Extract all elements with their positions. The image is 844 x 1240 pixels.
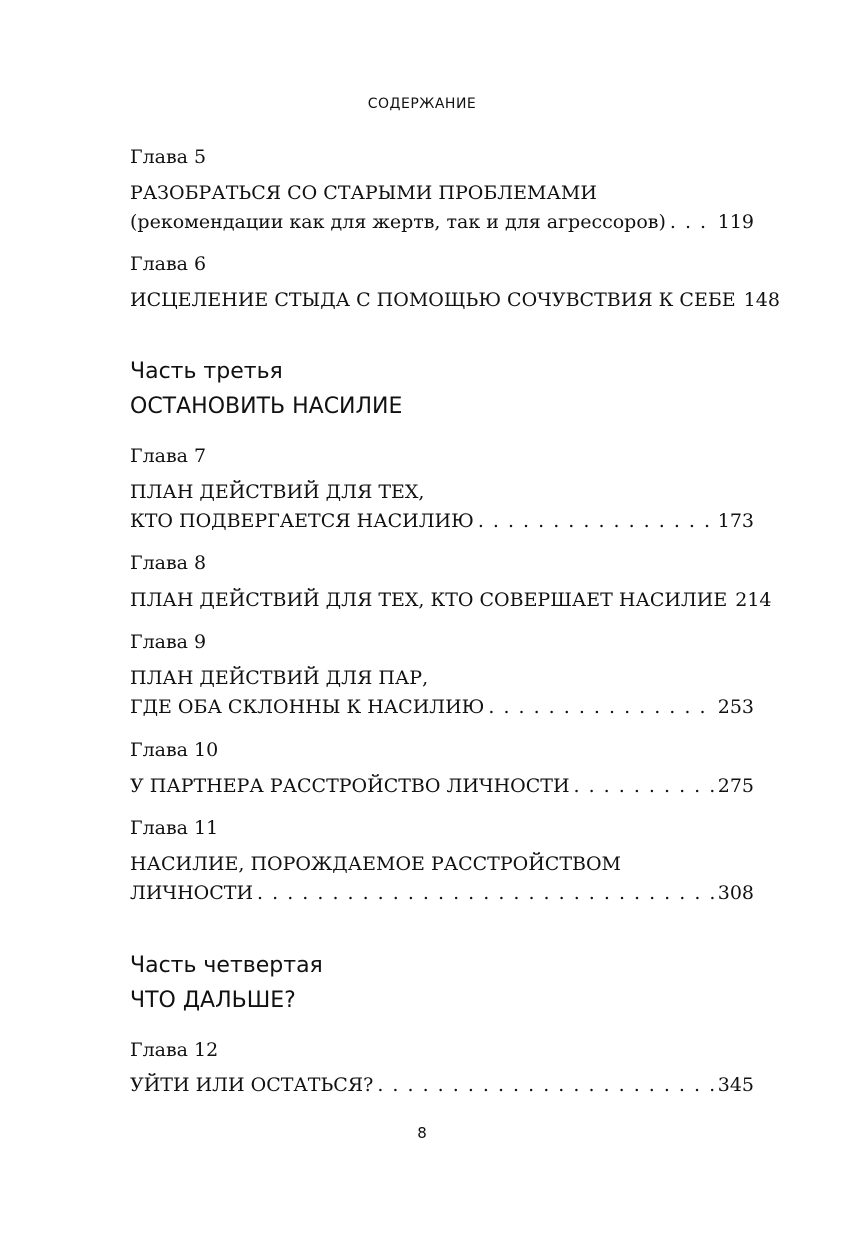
chapter-12-label: Глава 12 — [130, 1039, 219, 1061]
chapter-8-toc-entry[interactable] — [130, 588, 772, 612]
chapter-6-title: ИСЦЕЛЕНИЕ СТЫДА С ПОМОЩЬЮ СОЧУВСТВИЯ К СЕБЕ — [130, 289, 736, 311]
chapter-5-label: Глава 5 — [130, 146, 207, 168]
chapter-7-page: 173 — [717, 510, 754, 532]
dot-leader — [257, 881, 714, 905]
chapter-5-toc-entry[interactable] — [130, 210, 754, 234]
chapter-8-title: ПЛАН ДЕЙСТВИЙ ДЛЯ ТЕХ, КТО СОВЕРШАЕТ НАСИЛИЕ — [130, 589, 728, 611]
chapter-7-label: Глава 7 — [130, 445, 207, 467]
chapter-7-title-line2: КТО ПОДВЕРГАЕТСЯ НАСИЛИЮ — [130, 510, 474, 532]
chapter-9-label: Глава 9 — [130, 631, 207, 653]
dot-leader — [478, 509, 714, 533]
part-3-label: Часть третья — [130, 359, 283, 384]
chapter-10-title: У ПАРТНЕРА РАССТРОЙСТВО ЛИЧНОСТИ — [130, 775, 570, 797]
chapter-7-title-line1: ПЛАН ДЕЙСТВИЙ ДЛЯ ТЕХ, — [130, 481, 425, 503]
chapter-7-toc-entry[interactable] — [130, 509, 754, 533]
part-4-label: Часть четвертая — [130, 953, 323, 978]
page-number: 8 — [417, 1124, 427, 1142]
chapter-9-page: 253 — [717, 696, 754, 718]
chapter-11-title-line1: НАСИЛИЕ, ПОРОЖДАЕМОЕ РАССТРОЙСТВОМ — [130, 853, 621, 875]
chapter-8-page: 214 — [735, 589, 772, 611]
chapter-12-page: 345 — [717, 1074, 754, 1096]
dot-leader — [574, 774, 714, 798]
dot-leader — [670, 210, 714, 234]
chapter-11-label: Глава 11 — [130, 817, 219, 839]
chapter-5-page: 119 — [717, 211, 754, 233]
chapter-6-page: 148 — [743, 289, 780, 311]
chapter-9-toc-entry[interactable] — [130, 695, 754, 719]
part-4-title: ЧТО ДАЛЬШЕ? — [130, 988, 296, 1013]
chapter-6-label: Глава 6 — [130, 253, 207, 275]
chapter-10-toc-entry[interactable] — [130, 774, 754, 798]
chapter-5-title-line1: РАЗОБРАТЬСЯ СО СТАРЫМИ ПРОБЛЕМАМИ — [130, 182, 597, 204]
chapter-10-label: Глава 10 — [130, 739, 219, 761]
chapter-5-title-line2: (рекомендации как для жертв, так и для агрессоров) — [130, 211, 666, 233]
chapter-12-toc-entry[interactable] — [130, 1073, 754, 1097]
chapter-12-title: УЙТИ ИЛИ ОСТАТЬСЯ? — [130, 1074, 374, 1096]
dot-leader — [377, 1073, 713, 1097]
chapter-6-toc-entry[interactable] — [130, 288, 780, 312]
chapter-11-toc-entry[interactable] — [130, 881, 754, 905]
chapter-9-title-line2: ГДЕ ОБА СКЛОННЫ К НАСИЛИЮ — [130, 696, 485, 718]
chapter-11-title-line2: ЛИЧНОСТИ — [130, 882, 254, 904]
dot-leader — [488, 695, 713, 719]
chapter-10-page: 275 — [717, 775, 754, 797]
chapter-8-label: Глава 8 — [130, 552, 207, 574]
part-3-title: ОСТАНОВИТЬ НАСИЛИЕ — [130, 394, 403, 419]
chapter-9-title-line1: ПЛАН ДЕЙСТВИЙ ДЛЯ ПАР, — [130, 667, 429, 689]
chapter-11-page: 308 — [717, 882, 754, 904]
running-head: СОДЕРЖАНИЕ — [367, 96, 477, 112]
